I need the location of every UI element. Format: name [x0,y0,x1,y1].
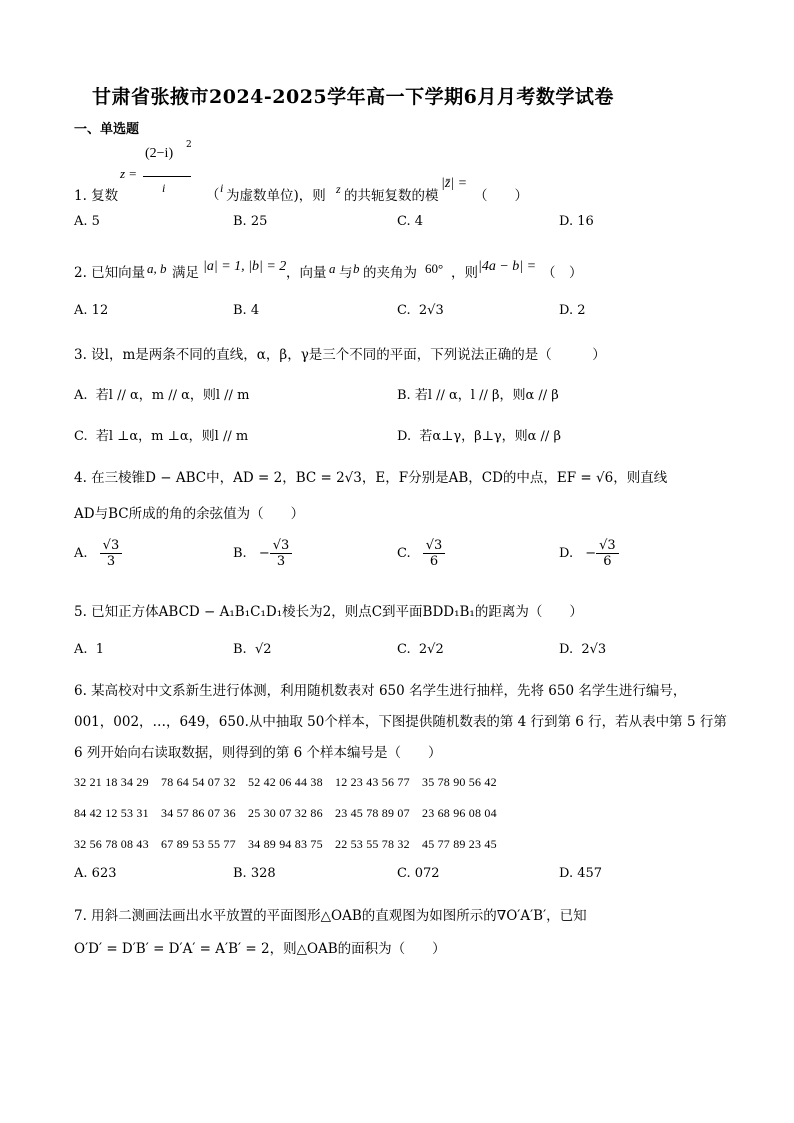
q4-option-d: D. − $\frac{√3}{6}$ [559,538,619,569]
exam-page: 甘肃省张掖市2024-2025学年高一下学期6月月考数学试卷 一、单选题 z = (2−i) 2 i 1. 复数 （ i 为虚数单位)，则 z 的共轭复数的模 |z̄| = （ ） A. 5 B. 25 C. 4 D. 16 2. 已知向量 a, b 满足 |a| = 1, |b| = 2 ，向量 a 与 b 的夹角为 60° ，则 |4a − b| = （ ） A. 12 B. 4 C. 2√3 D. 2 3. 设l，m是两条不同的直线，α，β，γ是三个不同的平面，下列说法正确的是（ ） A. 若l // α，m // α，则l // m B. 若l // α，l // β，则α // β C. 若l ⊥α，m ⊥α，则l // m D. 若α⊥γ，β⊥γ，则α // β 4. 在三棱锥D − ABC中，AD = 2，BC = 2√3，E，F分别是AB，CD的中点，EF = √6，则直线 AD与BC所成的角的余弦值为（ ） A. $\frac{√3}{3}$ B. − $\frac{√3}{3}$ C. $\frac{√3}{6}$ D. − $\frac{√3}{6}$ 5. 已知正方体ABCD − A₁B₁C₁D₁棱长为2，则点C到平面BDD₁B₁的距离为（ ） A. 1 B. √2 C. 2√2 D. 2√3 6. 某高校对中文系新生进行体测，利用随机数表对 650 名学生进行抽样，先将 650 名学生进行编号， 001，002，…，649，650.从中抽取 50个样本，下图提供随机数表的第 4 行到第 6 行，若从表中第 5 行第 6 列开始向右读取数据，则得到的第 6 个样本编号是（ ） 32 21 18 34 29 78 64 54 07 32 52 42 06 44 38 12 23 43 56 77 35 78 90 56 42 84 42 12 53 31 34 57 86 07 36 25 30 07 32 86 23 45 78 89 07 23 68 96 08 04 32 56 78 08 43 67 89 53 55 77 34 89 94 83 75 22 53 55 78 32 45 77 89 23 45 A. 623 B. 328 C. 072 D. 457 7. 用斜二测画法画出水平放置的平面图形△OAB的直观图为如图所示的∇O′A′B′，已知 O′D′ = D′B′ = D′A′ = A′B′ = 2，则△OAB的面积为（ ） [0,0,794,1123]
q7-line-1: 7. 用斜二测画法画出水平放置的平面图形△OAB的直观图为如图所示的∇O′A′B′，已知 [74,908,587,924]
q1-option-d: D. 16 [559,214,594,229]
q5-option-d: D. 2√3 [559,642,607,657]
random-table-row: 84 42 12 53 31 34 57 86 07 36 25 30 07 32 86 23 45 78 89 07 23 68 96 08 04 [74,806,497,820]
q2-option-c: C. 2√3 [397,303,444,318]
q6-line-2: 001，002，…，649，650.从中抽取 50个样本，下图提供随机数表的第 4 行到第 6 行，若从表中第 5 行第 [74,714,727,730]
q4-option-c: C. $\frac{√3}{6}$ [397,538,445,569]
q6-option-d: D. 457 [559,866,603,881]
q1-exponent: 2 [186,140,192,150]
q1-option-b: B. 25 [233,214,268,229]
q2-text-6: ，则 [451,265,478,281]
q1-denominator: i [162,181,166,195]
q6-option-b: B. 328 [233,866,276,881]
q2-paren: （ ） [542,265,583,281]
q6-line-1: 6. 某高校对中文系新生进行体测，利用随机数表对 650 名学生进行抽样，先将 650 名学生进行编号， [74,683,687,699]
q1-paren: （ ） [474,188,528,204]
q5-option-b: B. √2 [233,642,272,657]
q1-prefix: 1. 复数 [74,188,119,204]
q1-text-end: 的共轭复数的模 [344,188,439,204]
q2-vb: b [353,261,360,276]
q2-text: 2. 已知向量 [74,265,146,281]
q4-option-b: B. − $\frac{√3}{3}$ [233,538,292,569]
q2-text-3: ，向量 [286,265,327,281]
random-table-row: 32 21 18 34 29 78 64 54 07 32 52 42 06 44 38 12 23 43 56 77 35 78 90 56 42 [74,775,497,789]
q1-numerator: (2−i) [145,146,174,161]
q3-text: 3. 设l，m是两条不同的直线，α，β，γ是三个不同的平面，下列说法正确的是（ ） [74,347,606,363]
q1-z-eq: z = [120,166,138,181]
q2-vars: a, b [147,261,167,276]
q1-modulus: |z̄| = [441,176,468,191]
q4-line-1: 4. 在三棱锥D − ABC中，AD = 2，BC = 2√3，E，F分别是AB，CD的中点，EF = √6，则直线 [74,470,668,486]
q6-option-a: A. 623 [74,866,117,881]
q2-condition: |a| = 1, |b| = 2 [203,259,287,274]
q2-va: a [329,261,336,276]
q5-option-c: C. 2√2 [397,642,444,657]
q1-option-c: C. 4 [397,214,424,229]
q2-text-4: 与 [339,265,353,281]
q3-option-a: A. 若l // α，m // α，则l // m [74,388,250,403]
q4-line-2: AD与BC所成的角的余弦值为（ ） [74,506,305,522]
q1-option-a: A. 5 [74,214,100,229]
q2-expr: |4a − b| = [478,259,537,274]
q2-option-b: B. 4 [233,303,260,318]
q2-text-5: 的夹角为 [363,265,417,281]
q2-option-a: A. 12 [74,303,109,318]
q7-line-2: O′D′ = D′B′ = D′A′ = A′B′ = 2，则△OAB的面积为（ ） [74,941,446,957]
q2-text-2: 满足 [172,265,199,281]
q3-option-b: B. 若l // α，l // β，则α // β [397,388,559,403]
random-table-row: 32 56 78 08 43 67 89 53 55 77 34 89 94 83 75 22 53 55 78 32 45 77 89 23 45 [74,837,497,851]
q1-text-mid: 为虚数单位)，则 [226,188,326,204]
q3-option-d: D. 若α⊥γ，β⊥γ，则α // β [397,429,561,444]
q1-fraction-bar [143,176,191,177]
q4-option-a: A. $\frac{√3}{3}$ [74,538,122,569]
section-heading: 一、单选题 [74,122,140,137]
q2-option-d: D. 2 [559,303,586,318]
q2-angle: 60° [425,261,444,276]
q6-line-3: 6 列开始向右读取数据，则得到的第 6 个样本编号是（ ） [74,745,442,761]
q5-text: 5. 已知正方体ABCD − A₁B₁C₁D₁棱长为2，则点C到平面BDD₁B₁的距离为（ ） [74,604,583,620]
q3-option-c: C. 若l ⊥α，m ⊥α，则l // m [74,429,249,444]
page-title: 甘肃省张掖市2024-2025学年高一下学期6月月考数学试卷 [92,86,614,108]
q6-option-c: C. 072 [397,866,440,881]
q1-z: z [336,182,341,196]
q5-option-a: A. 1 [74,642,105,657]
q1-i: i [220,181,224,195]
